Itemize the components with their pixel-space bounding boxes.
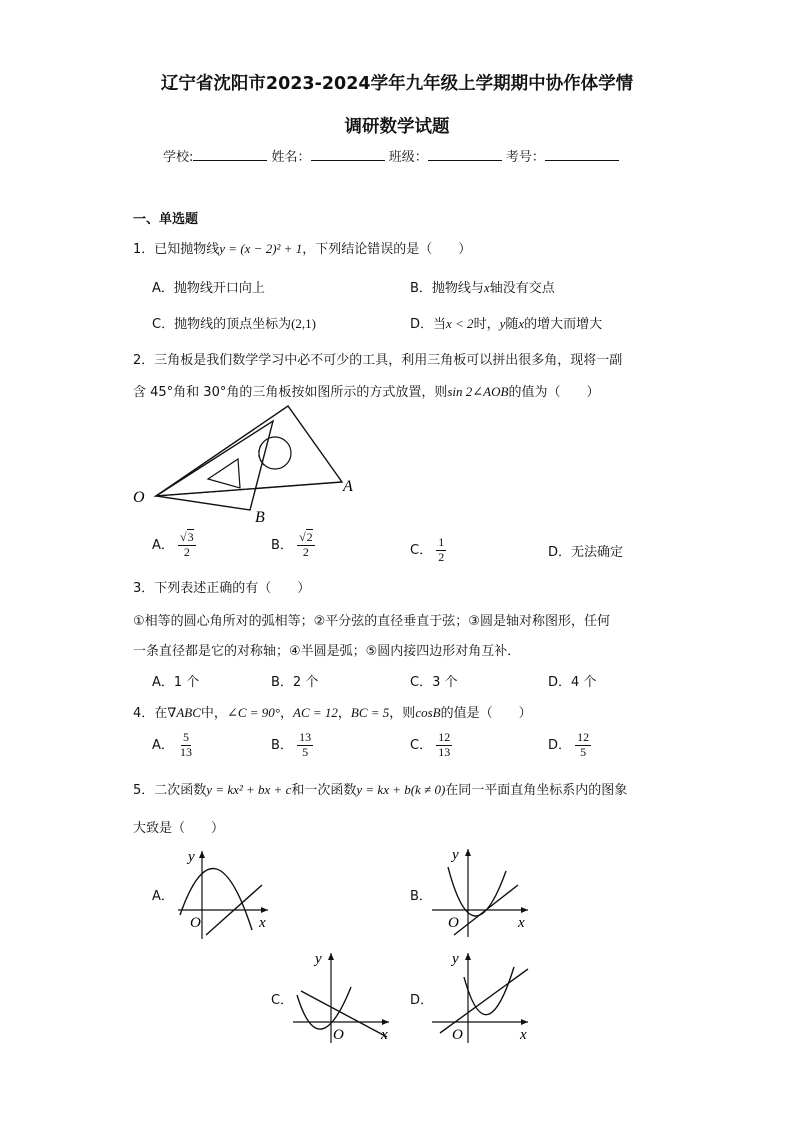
graph-a-origin-label: O — [190, 915, 201, 931]
q2-b-label: B． — [271, 537, 293, 553]
q2-pre: 含 45°角和 30°角的三角板按如图所示的方式放置，则 — [133, 385, 448, 400]
q5-quadratic: y = kx² + bx + c — [206, 782, 292, 797]
q4-cos: cosB — [415, 705, 441, 720]
graph-c-x-label: x — [381, 1027, 388, 1043]
q3-statements-line1: ①相等的圆心角所对的弧相等；②平分弦的直径垂直于弦；③圆是轴对称图形，任何 — [133, 614, 610, 629]
q4-option-c — [410, 731, 452, 760]
q4-c-label: C． — [410, 737, 433, 753]
q2-option-c — [410, 536, 446, 565]
graph-d-x-label: x — [520, 1027, 527, 1043]
q1-b-var: x — [483, 280, 490, 295]
name-blank — [311, 148, 385, 161]
q4-angle: ∠C = 90° — [226, 705, 280, 720]
q5-option-a-label: A． — [152, 889, 174, 904]
q3-option-d: D．4 个 — [548, 675, 597, 690]
q5-stem-line2: 大致是（ ） — [133, 821, 225, 836]
q4-option-a — [152, 731, 194, 760]
q4-d-fraction — [575, 731, 591, 760]
q5-option-c-label: C． — [271, 993, 294, 1008]
q1-d-y: y — [499, 316, 506, 331]
q2-c-num: 1 — [438, 535, 445, 549]
graph-c-line — [301, 991, 387, 1037]
q2-a-fraction: $\frac{√3}{2}$ — [180, 530, 194, 559]
q4-stem — [133, 702, 532, 721]
q2-a-den: 2 — [183, 544, 190, 559]
label-b: B — [255, 509, 265, 526]
q1-d-x: x — [518, 316, 525, 331]
q5-graph-d — [428, 947, 538, 1045]
name-label: 姓名： — [271, 150, 311, 165]
q5-linear: y = kx + b(k ≠ 0) — [356, 782, 446, 797]
q1-c-val: (2,1) — [291, 316, 316, 331]
q1-equation: y = (x − 2)² + 1 — [219, 241, 303, 256]
q2-b-fraction: $\frac{√2}{2}$ — [299, 530, 313, 559]
q5-pre: 5．二次函数 — [133, 783, 207, 798]
graph-d-y-label: y — [452, 951, 459, 967]
label-a: A — [343, 478, 353, 495]
q4-mid1: 中， — [200, 706, 227, 721]
forty-five-degree-triangle — [156, 421, 273, 510]
q2-a-num: 3 — [187, 530, 194, 544]
q1-stem — [133, 238, 471, 257]
q4-option-d — [548, 731, 591, 760]
q4-a-num: 5 — [183, 730, 190, 744]
q4-b-den: 5 — [302, 744, 309, 759]
school-blank — [193, 148, 267, 161]
q1-b-post: 轴没有交点 — [489, 281, 555, 296]
q4-d-num: 12 — [577, 730, 590, 744]
q4-bc: BC = 5 — [350, 705, 390, 720]
q4-d-den: 5 — [580, 744, 587, 759]
q2-option-a — [152, 531, 196, 560]
q3-option-b: B．2 个 — [271, 675, 319, 690]
label-o: O — [133, 489, 145, 506]
q1-option-c — [152, 313, 316, 332]
q4-a-fraction — [178, 731, 194, 760]
q1-c-pre: C．抛物线的顶点坐标为 — [152, 317, 292, 332]
q2-c-fraction — [436, 536, 446, 565]
q1-d-mid1: 时， — [473, 317, 500, 332]
q4-c-num: 12 — [438, 730, 451, 744]
q4-d-label: D． — [548, 737, 572, 753]
graph-b-parabola — [448, 867, 506, 916]
q4-mid2: ，则 — [389, 706, 416, 721]
q4-sep2: ， — [337, 706, 351, 721]
q1-d-post: 的增大而增大 — [524, 317, 603, 332]
exam-title-line2: 调研数学试题 — [344, 117, 450, 137]
thirty-degree-triangle — [156, 406, 342, 496]
q4-a-den: 13 — [180, 744, 193, 759]
q5-stem-line1 — [133, 779, 627, 798]
graph-a-y-label: y — [188, 849, 195, 865]
q4-pre: 4．在 — [133, 706, 168, 721]
q1-d-cond: x < 2 — [446, 316, 474, 331]
graph-d-parabola — [464, 967, 514, 1015]
q4-c-fraction — [436, 731, 452, 760]
q2-b-num: 2 — [306, 530, 313, 544]
q5-graph-a — [170, 845, 280, 943]
section-heading: 一、单选题 — [133, 212, 199, 227]
q5-option-b-label: B． — [410, 889, 432, 904]
q2-c-label: C． — [410, 542, 433, 558]
exam-title-line1: 辽宁省沈阳市2023-2024学年九年级上学期期中协作体学情 — [160, 74, 634, 94]
q1-option-d — [410, 313, 602, 332]
q4-ac: AC = 12 — [293, 705, 338, 720]
exam-number-blank — [545, 148, 619, 161]
q2-triangle-figure — [128, 396, 360, 528]
q3-option-a: A．1 个 — [152, 675, 200, 690]
q5-graph-b — [428, 843, 538, 941]
graph-c-origin-label: O — [333, 1027, 344, 1043]
q1-pre: 1．已知抛物线 — [133, 242, 220, 257]
q2-post: 的值为（ ） — [508, 385, 600, 400]
graph-d-line — [440, 969, 528, 1033]
q2-a-label: A． — [152, 537, 174, 553]
q4-a-label: A． — [152, 737, 174, 753]
q5-graph-c — [289, 947, 399, 1045]
q5-post: 在同一平面直角坐标系内的图象 — [445, 783, 628, 798]
graph-b-x-label: x — [518, 915, 525, 931]
q2-b-den: 2 — [302, 544, 309, 559]
q4-triangle: ∇ABC — [167, 705, 201, 720]
q4-b-fraction — [297, 731, 313, 760]
q4-post: 的值是（ ） — [440, 706, 532, 721]
q1-d-pre: D．当 — [410, 317, 447, 332]
q2-stem-line1: 2．三角板是我们数学学习中必不可少的工具，利用三角板可以拼出很多角，现将一副 — [133, 353, 623, 368]
q4-b-num: 13 — [299, 730, 312, 744]
q3-stem: 3．下列表述正确的有（ ） — [133, 581, 311, 596]
class-blank — [428, 148, 502, 161]
q3-statements-line2: 一条直径都是它的对称轴；④半圆是弧；⑤圆内接四边形对角互补． — [133, 644, 521, 659]
q4-c-den: 13 — [438, 744, 451, 759]
q2-option-d: D．无法确定 — [548, 545, 624, 560]
exam-number-label: 考号： — [505, 150, 545, 165]
class-label: 班级： — [388, 150, 428, 165]
q2-option-b — [271, 531, 315, 560]
q1-option-b — [410, 277, 555, 296]
q3-option-c: C．3 个 — [410, 675, 458, 690]
school-label: 学校: — [163, 150, 194, 165]
q5-option-d-label: D． — [410, 993, 434, 1008]
graph-d-origin-label: O — [452, 1027, 463, 1043]
q4-sep1: ， — [279, 706, 293, 721]
inner-triangle-cutout — [208, 459, 240, 488]
q4-option-b — [271, 731, 313, 760]
q1-d-mid2: 随 — [505, 317, 519, 332]
graph-c-y-label: y — [315, 951, 322, 967]
student-info-row — [163, 146, 619, 165]
q2-c-den: 2 — [438, 549, 445, 564]
q1-b-pre: B．抛物线与 — [410, 281, 484, 296]
graph-b-origin-label: O — [448, 915, 459, 931]
q5-mid: 和一次函数 — [291, 783, 357, 798]
q4-b-label: B． — [271, 737, 293, 753]
graph-a-x-label: x — [259, 915, 266, 931]
q1-option-a: A．抛物线开口向上 — [152, 281, 265, 296]
q2-expression: sin 2∠AOB — [447, 384, 509, 399]
q1-post: ，下列结论错误的是（ ） — [302, 242, 472, 257]
graph-b-y-label: y — [452, 847, 459, 863]
